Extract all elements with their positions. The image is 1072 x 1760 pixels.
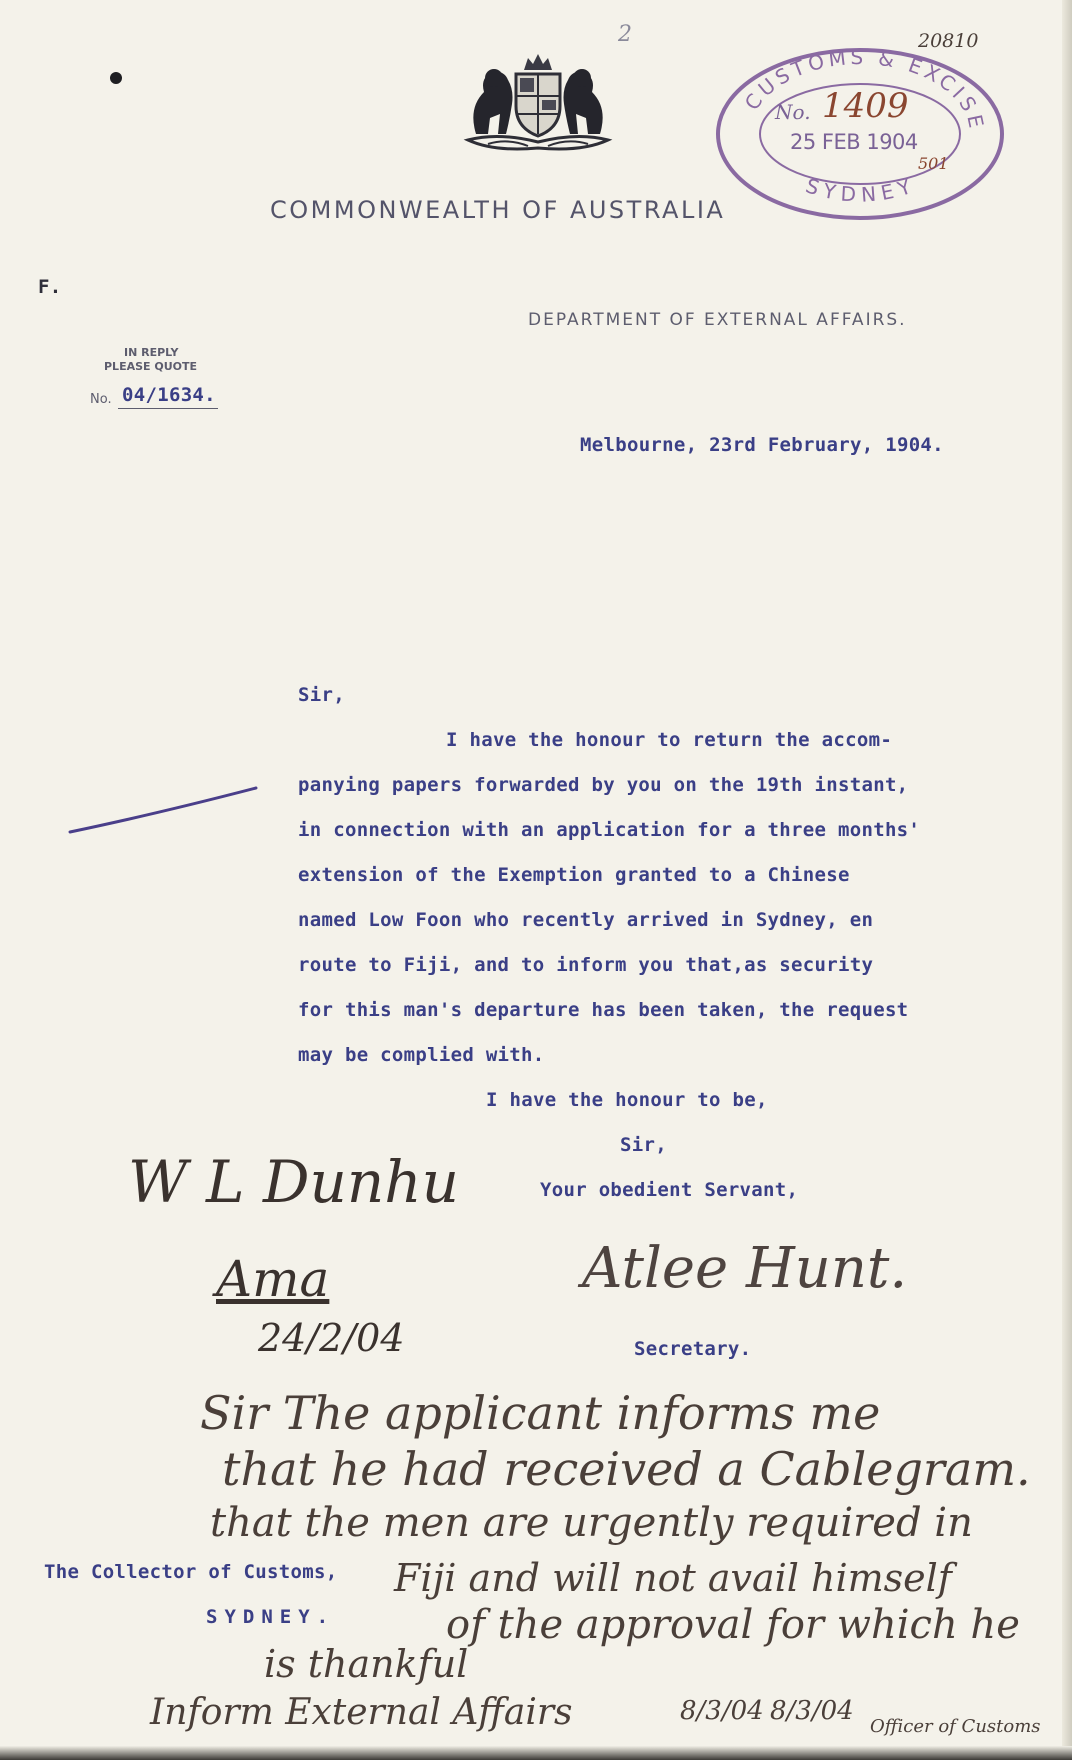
letterhead-title: COMMONWEALTH OF AUSTRALIA <box>270 196 726 224</box>
body-line: panying papers forwarded by you on the 19th instant, <box>298 774 909 796</box>
closing-servant: Your obedient Servant, <box>540 1179 799 1201</box>
body-line: I have the honour to return the accom- <box>446 729 893 751</box>
signature: Atlee Hunt. <box>582 1236 908 1301</box>
reference-no-label: No. <box>90 392 112 407</box>
addressee-line: The Collector of Customs, <box>44 1561 338 1583</box>
handwritten-initials: W L Dunhu <box>128 1148 459 1216</box>
letter-date: Melbourne, 23rd February, 1904. <box>580 434 944 456</box>
body-line: route to Fiji, and to inform you that,as security <box>298 954 874 976</box>
stamp-number: 1409 <box>822 86 909 126</box>
body-line: in connection with an application for a three months' <box>298 819 921 841</box>
handwritten-note-line: of the approval for which he <box>446 1602 1020 1648</box>
reply-label: IN REPLY <box>124 346 179 359</box>
page-edge-shadow <box>1062 0 1072 1760</box>
closing-line: I have the honour to be, <box>486 1089 768 1111</box>
handwritten-note-line: Sir The applicant informs me <box>200 1386 881 1440</box>
reference-underline <box>118 408 218 409</box>
signatory-title: Secretary. <box>634 1338 752 1360</box>
coat-of-arms-emblem <box>458 48 618 158</box>
svg-text:SYDNEY: SYDNEY <box>802 172 920 207</box>
handwritten-note-line: that he had received a Cablegram. <box>222 1442 1031 1496</box>
handwritten-footer-signature: Officer of Customs <box>870 1716 1041 1737</box>
handwritten-footer-date: 8/3/04 <box>680 1696 764 1726</box>
stamp-number-label: No. <box>775 100 811 124</box>
page-bottom-edge <box>0 1746 1072 1760</box>
handwritten-footer: Inform External Affairs <box>150 1692 573 1733</box>
stamp-date: 25 FEB 1904 <box>790 130 918 154</box>
department-heading: DEPARTMENT OF EXTERNAL AFFAIRS. <box>528 310 907 330</box>
body-line: extension of the Exemption granted to a Chinese <box>298 864 850 886</box>
handwritten-note-line: Fiji and will not avail himself <box>394 1556 952 1600</box>
archive-number: 20810 <box>918 30 979 52</box>
closing-sir: Sir, <box>620 1134 667 1156</box>
addressee-city: SYDNEY. <box>206 1606 336 1628</box>
handwritten-date: 24/2/04 <box>258 1316 405 1360</box>
handwritten-note-line: is thankful <box>264 1642 469 1686</box>
margin-pen-stroke <box>66 780 266 840</box>
file-letter: F. <box>38 276 62 298</box>
handwritten-initials-2: Ama <box>216 1250 330 1308</box>
handwritten-footer-date: 8/3/04 <box>770 1696 854 1726</box>
body-line: for this man's departure has been taken, the request <box>298 999 909 1021</box>
quote-label: PLEASE QUOTE <box>104 360 198 373</box>
ink-blot <box>110 72 122 84</box>
corner-mark: 2 <box>618 22 632 47</box>
body-line: named Low Foon who recently arrived in Sydney, en <box>298 909 874 931</box>
salutation: Sir, <box>298 684 345 706</box>
body-line: may be complied with. <box>298 1044 545 1066</box>
stamp-initials: 501 <box>918 154 949 173</box>
handwritten-note-line: that the men are urgently required in <box>210 1500 973 1546</box>
svg-text:CUSTOMS & EXCISE: CUSTOMS & EXCISE <box>739 44 990 134</box>
reference-number: 04/1634. <box>122 384 216 406</box>
